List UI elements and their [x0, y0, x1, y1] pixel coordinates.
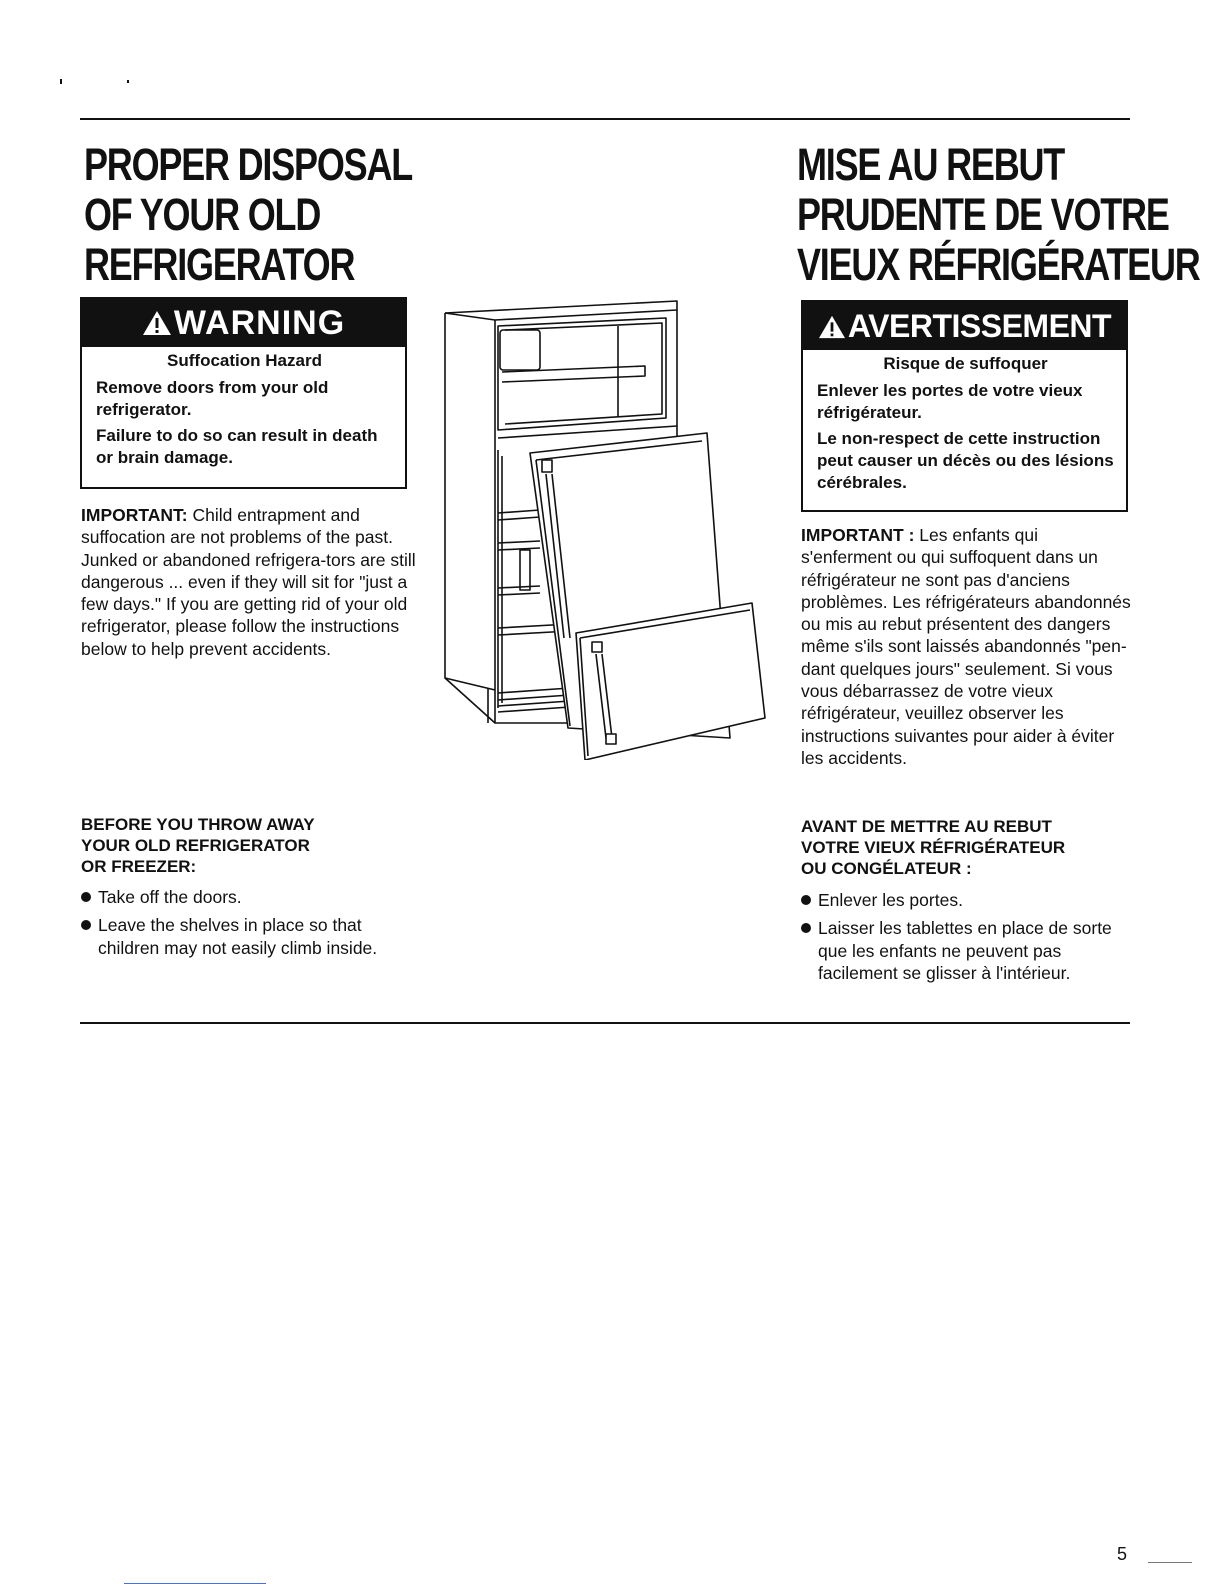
french-warning-box — [801, 300, 1128, 512]
french-bullet-list — [801, 889, 1131, 990]
list-item — [801, 889, 1131, 911]
french-subheading-line: VOTRE VIEUX RÉFRIGÉRATEUR — [801, 838, 1066, 857]
scan-mark — [127, 80, 129, 83]
english-important-text: Child entrapment and suffocation are not problems of the past. Junked or abandoned refrigera-tors are still dangerous ... even if they will sit for "just a few days." If you are getting rid of your old refrigerator, please follow the instructions below to help prevent accidents. — [81, 505, 416, 659]
english-subheading — [81, 814, 421, 877]
page-number-underline — [1148, 1562, 1192, 1563]
english-title-line: PROPER DISPOSAL — [84, 139, 413, 190]
english-title-line: REFRIGERATOR — [84, 239, 355, 290]
list-item-text: Enlever les portes. — [818, 890, 963, 910]
english-bullet-list — [81, 886, 421, 965]
warning-triangle-icon — [818, 314, 846, 340]
english-hazard-title: Suffocation Hazard — [167, 351, 322, 370]
warning-triangle-icon — [142, 309, 172, 337]
list-item-text: Leave the shelves in place so that children may not easily climb inside. — [98, 915, 378, 958]
english-important-paragraph — [81, 504, 416, 660]
english-warning-word: WARNING — [173, 304, 346, 342]
english-warning-line: Remove doors from your old refrigerator. — [96, 378, 329, 419]
french-subheading-line: OU CONGÉLATEUR : — [801, 859, 972, 878]
french-hazard-title: Risque de suffoquer — [883, 354, 1048, 373]
french-warning-line: Le non-respect de cette instruction peut causer un décès ou des lésions cérébrales. — [817, 429, 1114, 492]
french-title-line: PRUDENTE DE VOTRE — [797, 189, 1169, 240]
top-rule — [80, 118, 1130, 120]
french-warning-line: Enlever les portes de votre vieux réfrigérateur. — [817, 381, 1083, 422]
french-subheading — [801, 816, 1131, 879]
english-title — [84, 140, 412, 290]
bullet-icon — [801, 895, 811, 905]
french-important-text: Les enfants qui s'enferment ou qui suffoquent dans un réfrigérateur ne sont pas d'anciens problèmes. Les réfrigérateurs abandonnés ou mis au rebut présentent des dangers même s'ils sont laissés abandonnés "pen-dant quelques jours" seulement. Si vous vous débarrassez de votre vieux réfrigérateur, veuillez observer les instructions suivantes pour aider à éviter les accidents. — [801, 525, 1131, 768]
bullet-icon — [801, 923, 811, 933]
french-warning-word: AVERTISSEMENT — [847, 308, 1112, 344]
french-warning-header — [803, 302, 1126, 350]
list-item-text: Laisser les tablettes en place de sorte que les enfants ne peuvent pas facilement se glisser à l'intérieur. — [818, 918, 1112, 983]
list-item — [801, 917, 1131, 984]
english-title-line: OF YOUR OLD — [84, 189, 321, 240]
page-number: 5 — [1117, 1544, 1128, 1564]
english-subheading-line: BEFORE YOU THROW AWAY — [81, 815, 315, 834]
english-subheading-line: YOUR OLD REFRIGERATOR — [81, 836, 310, 855]
french-title-line: VIEUX RÉFRIGÉRATEUR — [797, 239, 1200, 290]
bullet-icon — [81, 892, 91, 902]
french-title — [797, 140, 1200, 290]
english-important-label: IMPORTANT: — [81, 505, 188, 525]
bullet-icon — [81, 920, 91, 930]
english-warning-line: Failure to do so can result in death or brain damage. — [96, 426, 378, 467]
english-subheading-line: OR FREEZER: — [81, 857, 197, 876]
french-title-line: MISE AU REBUT — [797, 139, 1065, 190]
refrigerator-doors-removed-illustration — [440, 298, 770, 760]
list-item-text: Take off the doors. — [98, 887, 242, 907]
list-item — [81, 886, 421, 908]
english-warning-header — [82, 299, 405, 347]
french-important-label: IMPORTANT : — [801, 525, 915, 545]
french-important-paragraph — [801, 524, 1131, 769]
scan-mark — [60, 79, 62, 84]
bottom-rule — [80, 1022, 1130, 1024]
english-warning-box — [80, 297, 407, 489]
french-subheading-line: AVANT DE METTRE AU REBUT — [801, 817, 1052, 836]
list-item — [81, 914, 421, 959]
